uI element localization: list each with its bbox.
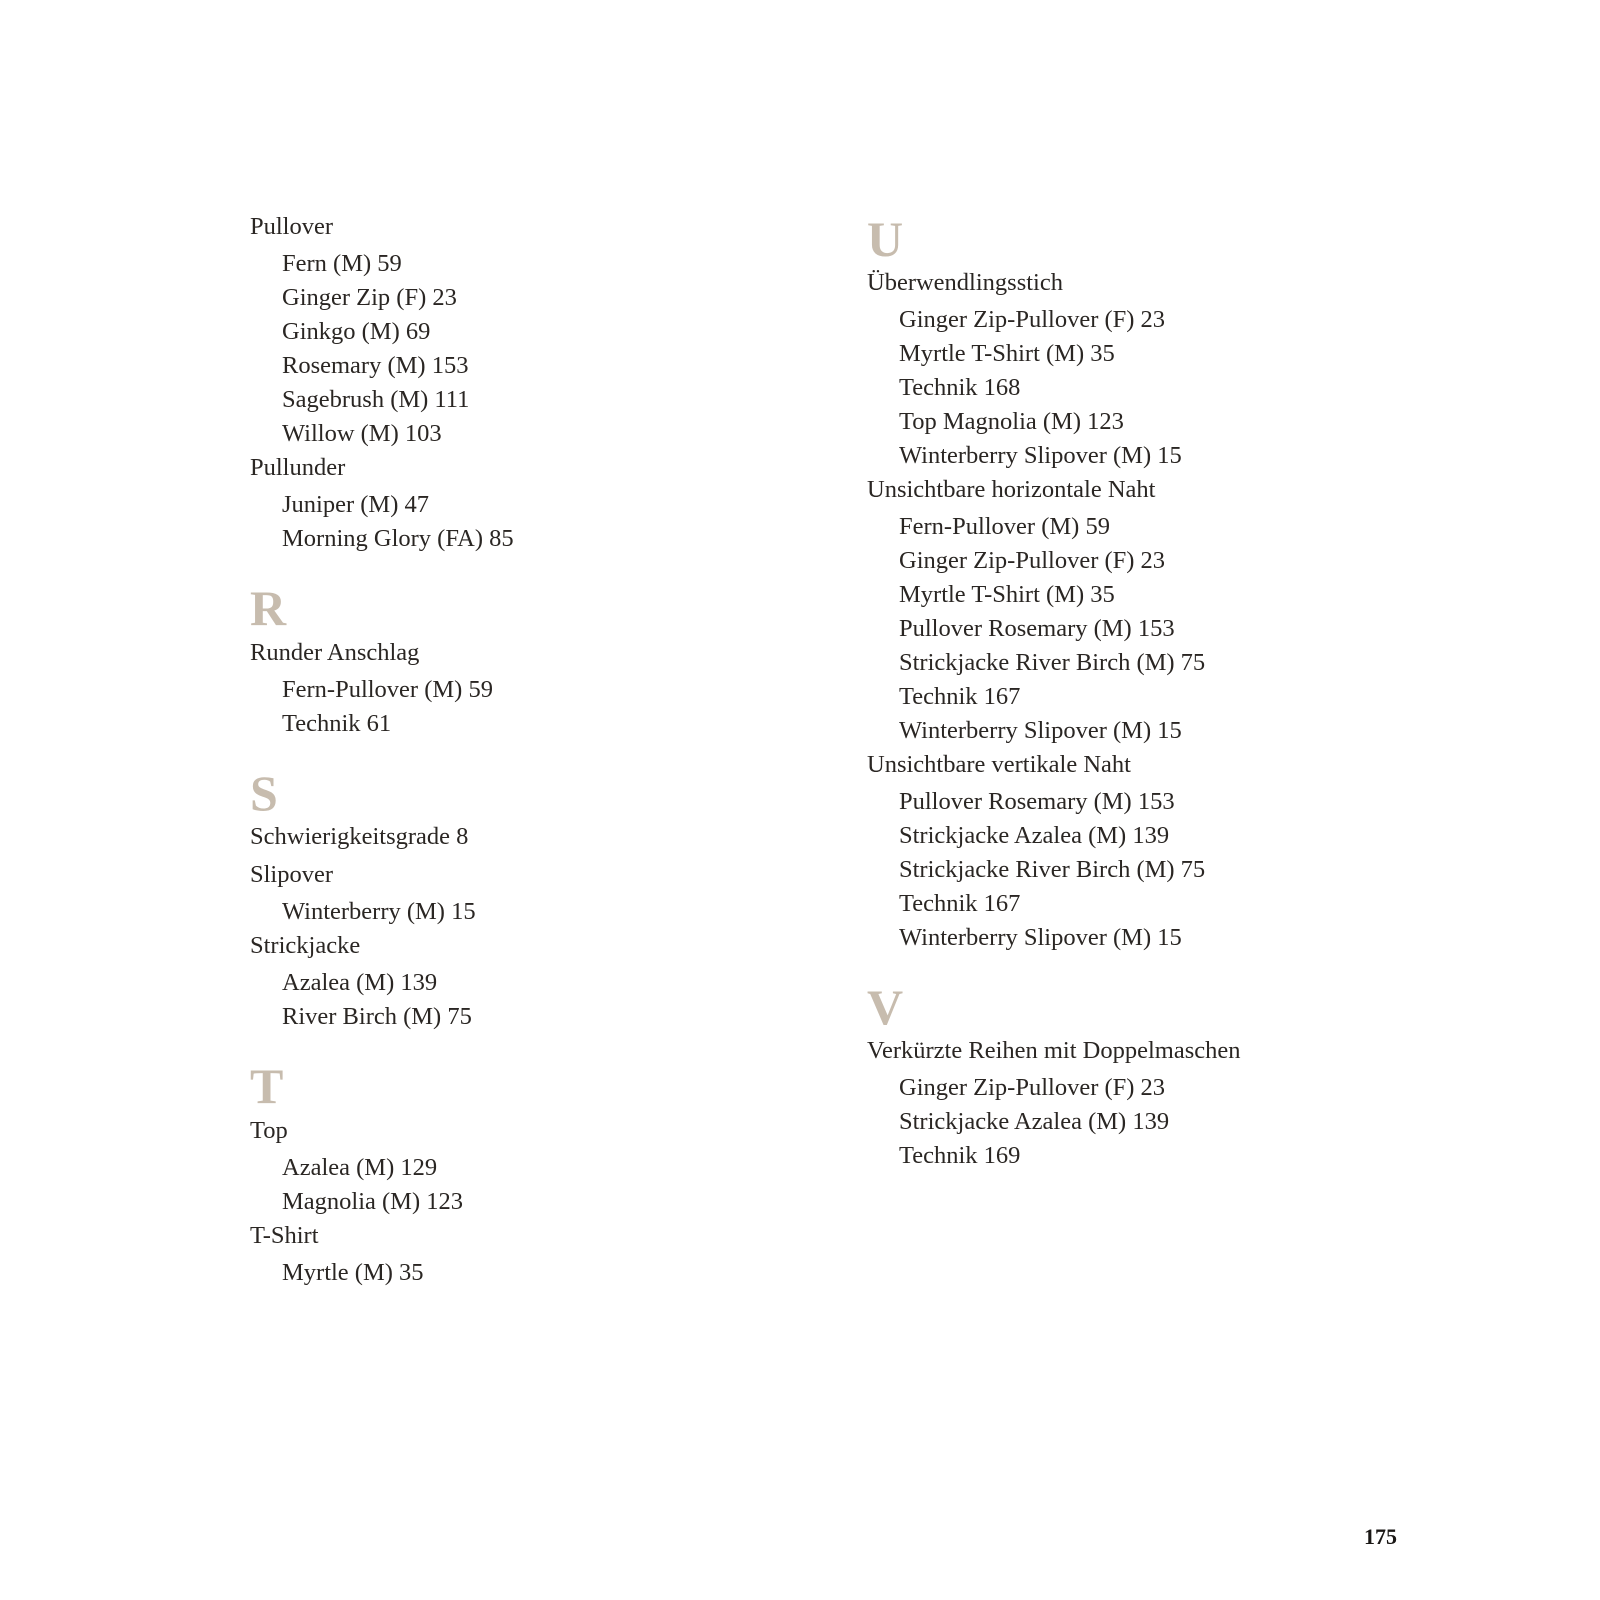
index-subentry: Fern (M) 59 [282,250,402,277]
section-letter: T [250,1058,284,1114]
index-subentry: Ginger Zip-Pullover (F) 23 [899,306,1166,333]
index-entry: Slipover [250,861,334,888]
index-entry: Verkürzte Reihen mit Doppelmaschen [867,1037,1241,1064]
section-letter: R [250,580,287,636]
index-subentry: Winterberry (M) 15 [282,898,476,925]
index-subentry: Myrtle T-Shirt (M) 35 [899,340,1115,367]
index-subentry: Myrtle T-Shirt (M) 35 [899,581,1115,608]
index-subentry: Fern-Pullover (M) 59 [899,513,1110,540]
index-subentry: Pullover Rosemary (M) 153 [899,788,1175,815]
index-entry: Unsichtbare vertikale Naht [867,751,1131,778]
index-entry: T-Shirt [250,1222,319,1249]
index-subentry: Strickjacke Azalea (M) 139 [899,1108,1170,1135]
index-subentry: Juniper (M) 47 [282,491,429,518]
index-subentry: Azalea (M) 139 [282,969,438,996]
index-subentry: Sagebrush (M) 111 [282,386,470,413]
index-subentry: Strickjacke River Birch (M) 75 [899,649,1206,676]
index-subentry: Ginger Zip (F) 23 [282,284,457,311]
index-entry: Pullover [250,213,334,240]
index-subentry: Fern-Pullover (M) 59 [282,676,493,703]
index-subentry: Willow (M) 103 [282,420,442,447]
index-subentry: Magnolia (M) 123 [282,1188,463,1215]
index-subentry: Strickjacke River Birch (M) 75 [899,856,1206,883]
index-subentry: Technik 61 [282,710,392,737]
index-subentry: Top Magnolia (M) 123 [899,408,1124,435]
index-subentry: River Birch (M) 75 [282,1003,472,1030]
index-subentry: Azalea (M) 129 [282,1154,438,1181]
index-subentry: Ginkgo (M) 69 [282,318,431,345]
index-subentry: Winterberry Slipover (M) 15 [899,442,1182,469]
section-letter: V [867,979,904,1035]
index-entry: Unsichtbare horizontale Naht [867,476,1156,503]
index-subentry: Ginger Zip-Pullover (F) 23 [899,1074,1166,1101]
index-subentry: Myrtle (M) 35 [282,1259,424,1286]
index-subentry: Strickjacke Azalea (M) 139 [899,822,1170,849]
section-letter: S [250,765,278,821]
index-entry: Strickjacke [250,932,361,959]
index-entry: Überwendlingsstich [867,269,1063,296]
index-entry: Top [250,1117,288,1144]
section-letter: U [867,211,904,267]
index-subentry: Technik 169 [899,1142,1021,1169]
page-number: 175 [1364,1524,1397,1549]
index-subentry: Technik 167 [899,683,1021,710]
index-entry: Runder Anschlag [250,639,420,666]
index-subentry: Morning Glory (FA) 85 [282,525,514,552]
index-entry: Schwierigkeitsgrade 8 [250,823,469,850]
index-subentry: Technik 167 [899,890,1021,917]
index-subentry: Rosemary (M) 153 [282,352,469,379]
index-subentry: Winterberry Slipover (M) 15 [899,924,1182,951]
index-subentry: Winterberry Slipover (M) 15 [899,717,1182,744]
index-entry: Pullunder [250,454,346,481]
index-subentry: Ginger Zip-Pullover (F) 23 [899,547,1166,574]
index-subentry: Pullover Rosemary (M) 153 [899,615,1175,642]
index-subentry: Technik 168 [899,374,1021,401]
